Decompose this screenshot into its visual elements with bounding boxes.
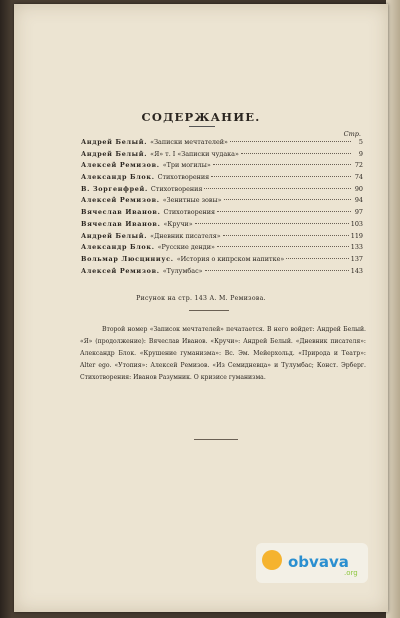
table-of-contents <box>81 138 363 278</box>
watermark-text: obvava <box>288 553 349 571</box>
toc-title: «История о кипрском напитке» <box>176 254 285 263</box>
toc-leader-dots <box>217 211 351 212</box>
toc-page-number: 74 <box>354 173 363 182</box>
watermark-logo <box>256 543 368 583</box>
toc-page-number: 94 <box>354 196 363 205</box>
toc-title: Стихотворения <box>163 208 216 217</box>
toc-author: Андрей Белый. <box>81 149 148 158</box>
toc-title: «Зенитные зовы» <box>162 196 222 205</box>
book-page <box>14 4 388 612</box>
toc-author: Андрей Белый. <box>81 138 148 146</box>
toc-page-number: 119 <box>350 231 363 240</box>
toc-leader-dots <box>286 258 349 259</box>
toc-leader-dots <box>223 235 349 236</box>
toc-title: Стихотворения <box>150 184 203 193</box>
heading-rule <box>189 126 215 127</box>
toc-title: «Записки мечтателей» <box>150 138 228 146</box>
toc-title: «Тулумбас» <box>162 266 203 275</box>
toc-page-number: 9 <box>358 149 363 158</box>
toc-leader-dots <box>204 188 351 189</box>
announcement-paragraph <box>80 324 366 384</box>
watermark-circle <box>262 550 282 570</box>
page-edge <box>386 0 400 618</box>
contents-heading: СОДЕРЖАНИЕ. <box>141 110 261 124</box>
toc-author: Алексей Ремизов. <box>81 196 160 205</box>
page-column-label: Стр. <box>343 130 361 138</box>
toc-leader-dots <box>230 141 351 142</box>
toc-title: «Три могилы» <box>162 161 211 170</box>
toc-page-number: 72 <box>354 161 363 170</box>
toc-leader-dots <box>195 223 349 224</box>
toc-author: Алексей Ремизов. <box>81 161 160 170</box>
toc-entry <box>81 185 363 197</box>
toc-entry <box>81 220 363 232</box>
toc-title: Стихотворения <box>157 173 210 182</box>
toc-author: Александр Блок. <box>81 173 155 182</box>
toc-leader-dots <box>211 176 351 177</box>
toc-author: Вячеслав Иванов. <box>81 219 161 228</box>
toc-leader-dots <box>205 270 349 271</box>
toc-leader-dots <box>217 246 349 247</box>
illustration-caption: Рисунок на стр. 143 А. М. Ремизова. <box>136 295 266 302</box>
divider-rule <box>189 310 229 311</box>
toc-page-number: 5 <box>358 138 363 146</box>
toc-author: Андрей Белый. <box>81 231 148 240</box>
toc-page-number: 137 <box>350 254 363 263</box>
toc-entry <box>81 208 363 220</box>
toc-leader-dots <box>224 199 351 200</box>
toc-entry <box>81 243 363 255</box>
bottom-divider-rule <box>194 439 238 440</box>
toc-leader-dots <box>241 153 351 154</box>
toc-entry <box>81 173 363 185</box>
toc-author: В. Зоргенфрей. <box>81 184 148 193</box>
toc-entry <box>81 161 363 173</box>
toc-title: «Русские денди» <box>157 243 215 252</box>
toc-author: Вячеслав Иванов. <box>81 208 161 217</box>
announcement-text: Второй номер «Записок мечтателей» печатается. В него войдет: Андрей Белый. «Я» (продолжение): Вячеслав Иванов. «Кручи»: Андрей Белый. «Дневник писателя»: Александр Блок. «Крушение гуманизма»: Вс. Эм. Мейерхольд. «Природа и Театр»: Alter ego. «Утопия»: Алексей Ремизов. «Из Семидневца» и Тулумбас; Конст. Эрберг. Стихотворения: Иванов Разумник. О кризисе гуманизма. <box>80 326 366 381</box>
toc-page-number: 103 <box>350 219 363 228</box>
toc-title: «Я» т. I «Записки чудака» <box>150 149 239 158</box>
toc-author: Вольмар Люсциниус. <box>81 254 174 263</box>
toc-entry <box>81 138 363 150</box>
toc-page-number: 97 <box>354 208 363 217</box>
toc-page-number: 90 <box>354 184 363 193</box>
toc-page-number: 133 <box>350 243 363 252</box>
toc-author: Алексей Ремизов. <box>81 266 160 275</box>
toc-leader-dots <box>213 164 351 165</box>
toc-entry <box>81 150 363 162</box>
toc-title: «Кручи» <box>163 219 193 228</box>
toc-entry <box>81 267 363 279</box>
toc-page-number: 143 <box>350 266 363 275</box>
toc-entry <box>81 232 363 244</box>
toc-entry <box>81 196 363 208</box>
watermark-tld: .org <box>344 569 358 577</box>
toc-title: «Дневник писателя» <box>150 231 221 240</box>
toc-entry <box>81 255 363 267</box>
toc-author: Александр Блок. <box>81 243 155 252</box>
